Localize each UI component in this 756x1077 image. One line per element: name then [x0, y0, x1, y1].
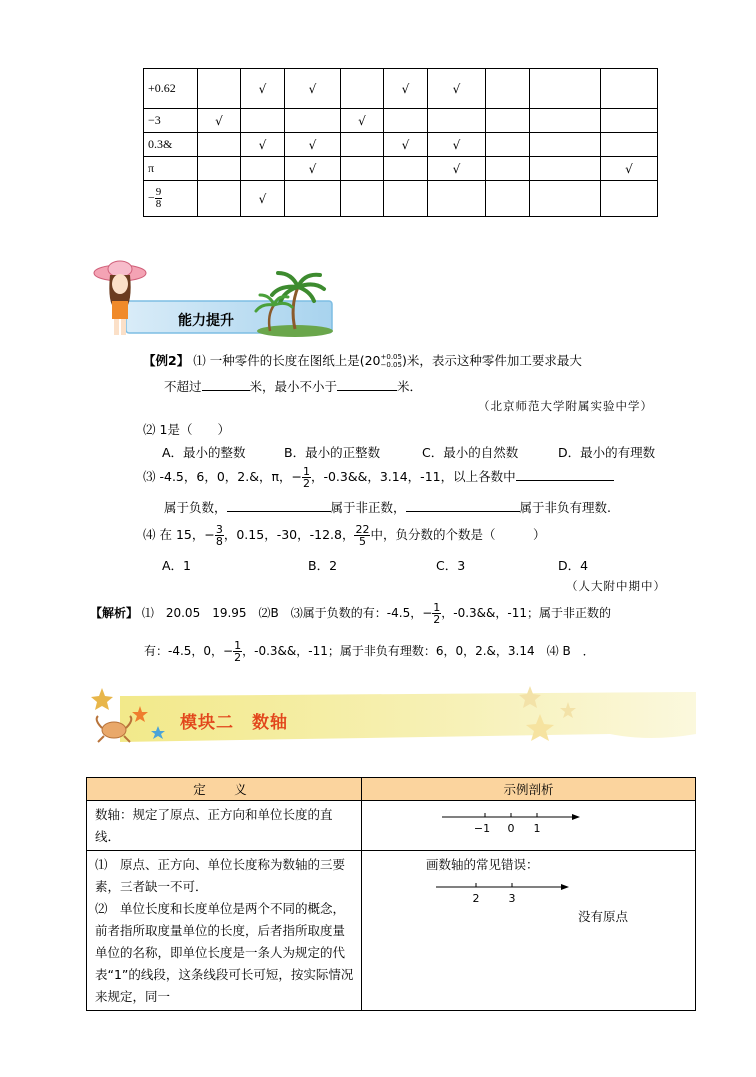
check-mark: √: [401, 137, 410, 152]
answer-blank[interactable]: [406, 499, 520, 512]
table-row: [144, 109, 658, 133]
question-number: ⑴: [193, 353, 206, 368]
classification-cell: [341, 109, 384, 133]
classification-cell: [428, 133, 486, 157]
ability-section-banner: [90, 257, 340, 339]
check-mark: √: [452, 137, 461, 152]
tick-label: 3: [508, 892, 516, 905]
classification-cell: [241, 69, 285, 109]
classification-cell: [530, 69, 601, 109]
answer-blank[interactable]: [337, 378, 397, 391]
source-note: （人大附中期中）: [566, 579, 666, 593]
note-1: ⑴ 原点、正方向、单位长度称为数轴的三要素，三者缺一不可．: [95, 857, 346, 894]
analysis-line1: [90, 602, 611, 625]
classification-cell: [601, 109, 658, 133]
classification-cell: [486, 157, 530, 181]
header-example: 示例剖析: [362, 778, 696, 801]
classification-cell: [341, 181, 384, 217]
classification-cell: [285, 181, 341, 217]
question-text: 米，表示这种零件加工要求最大: [406, 353, 582, 368]
classification-cell: [241, 157, 285, 181]
example-2-q1-line2: [164, 377, 422, 395]
module-two-banner: [90, 684, 696, 754]
classification-cell: [428, 69, 486, 109]
number-line-example: [362, 801, 696, 851]
common-errors-example: [362, 851, 696, 1011]
fraction: [302, 466, 311, 489]
classification-cell: [198, 69, 241, 109]
option-c[interactable]: C．最小的自然数: [422, 445, 519, 460]
option-a[interactable]: A．最小的整数: [162, 445, 246, 460]
example-2-q3-line2: [164, 498, 611, 516]
classification-cell: [384, 157, 428, 181]
example-2-q1-line1: [143, 351, 582, 369]
option-b[interactable]: B．2: [308, 558, 338, 573]
question-text: ，-0.3&&，3.14，-11，以上各数中: [310, 469, 516, 484]
analysis-text: ，-0.3&&，-11；属于非正数的: [441, 606, 611, 620]
denominator: 8: [155, 198, 162, 210]
check-mark: √: [358, 113, 366, 128]
classification-cell: [198, 181, 241, 217]
denominator: 2: [302, 477, 310, 490]
numerator: 1: [302, 465, 310, 478]
classification-cell: [285, 69, 341, 109]
question-number: ⑷: [143, 527, 156, 542]
number-cell: [144, 181, 198, 217]
table-row: [144, 69, 658, 109]
answer-blank[interactable]: [516, 468, 614, 481]
fraction: [233, 640, 242, 663]
check-mark: √: [452, 161, 461, 176]
classification-cell: [428, 157, 486, 181]
question-text: 一种零件的长度在图纸上是: [209, 353, 360, 368]
classification-cell: [486, 69, 530, 109]
source-note: （北京师范大学附属实验中学）: [478, 399, 653, 413]
classification-cell: [241, 133, 285, 157]
text: 属于非负有理数.: [519, 500, 612, 515]
text: 不超过: [164, 379, 202, 394]
definition-table: [86, 777, 696, 1011]
classification-cell: [601, 181, 658, 217]
denominator: 2: [433, 613, 441, 626]
check-mark: √: [625, 161, 633, 176]
classification-cell: [428, 109, 486, 133]
option-a[interactable]: A．1: [162, 558, 192, 573]
classification-cell: [530, 181, 601, 217]
fraction: [155, 187, 163, 210]
check-mark: √: [308, 81, 317, 96]
numerator: 3: [215, 523, 223, 536]
tick-label: 1: [533, 822, 541, 835]
wrong-number-line: [436, 879, 596, 909]
header-definition: 定 义: [87, 778, 362, 801]
numerator: 9: [155, 186, 162, 198]
analysis-tag: 【解析】: [90, 606, 139, 620]
question-number: ⑵: [143, 422, 156, 437]
classification-cell: [530, 133, 601, 157]
tolerance-expression: ( 20 +0.05 −0.05 ): [359, 352, 407, 369]
classification-cell: [486, 109, 530, 133]
answer-blank[interactable]: [202, 378, 250, 391]
table-row: [144, 133, 658, 157]
text: 米，最小不小于: [249, 379, 338, 394]
classification-cell: [530, 109, 601, 133]
number-line-definition: 数轴：规定了原点、正方向和单位长度的直线．: [87, 801, 362, 851]
classification-cell: [384, 133, 428, 157]
denominator: 5: [358, 535, 366, 548]
question-text: -4.5，6，0，2.&，π，−: [159, 469, 302, 484]
numerator: 1: [433, 601, 441, 614]
classification-cell: [384, 69, 428, 109]
text: 米．: [397, 379, 423, 394]
classification-cell: [285, 109, 341, 133]
question-text: 1是（ ）: [159, 422, 230, 437]
analysis-line2: [144, 640, 595, 663]
analysis-text: 有：-4.5，0，−: [144, 644, 234, 658]
check-mark: √: [308, 161, 317, 176]
section-title: 能力提升: [178, 313, 234, 329]
table-row: [144, 181, 658, 217]
example-2-q4: [143, 524, 545, 547]
classification-cell: [601, 157, 658, 181]
text: 属于负数，: [164, 500, 227, 515]
classification-cell: [241, 109, 285, 133]
tick-label: 0: [507, 822, 515, 835]
classification-cell: [486, 133, 530, 157]
check-mark: √: [258, 81, 267, 96]
expr-base: 20: [364, 353, 381, 368]
fraction: [215, 524, 224, 547]
classification-cell: [486, 181, 530, 217]
question-text: ，0.15，-30，-12.8，: [223, 527, 355, 542]
fraction: [432, 602, 441, 625]
denominator: 2: [234, 651, 242, 664]
tick-label: −1: [473, 822, 491, 835]
number-line: [442, 809, 642, 839]
classification-cell: [601, 133, 658, 157]
classification-cell: [198, 157, 241, 181]
answer-blank[interactable]: [227, 499, 331, 512]
denominator: 8: [215, 535, 223, 548]
number-classification-table: [143, 68, 658, 217]
option-c[interactable]: C．3: [436, 558, 466, 573]
classification-cell: [341, 133, 384, 157]
example-2-q3-line1: [143, 466, 614, 489]
number-cell: +0.62: [144, 69, 198, 109]
table-row: [144, 157, 658, 181]
check-mark: √: [452, 81, 461, 96]
classification-cell: [198, 133, 241, 157]
example-2-q2: [143, 420, 230, 438]
classification-cell: [428, 181, 486, 217]
classification-cell: [198, 109, 241, 133]
question-number: ⑶: [143, 469, 156, 484]
tick-label: 2: [472, 892, 480, 905]
example-tag: 【例2】: [143, 353, 190, 368]
classification-cell: [384, 181, 428, 217]
analysis-text: ，-0.3&&，-11；属于非负有理数：6，0，2.&，3.14 ⑷ B ．: [242, 644, 595, 658]
check-mark: √: [258, 137, 267, 152]
number-cell: 0.3&: [144, 133, 198, 157]
classification-cell: [384, 109, 428, 133]
classification-cell: [341, 157, 384, 181]
analysis-text: ⑴ 20.05 19.95 ⑵B ⑶属于负数的有：-4.5，−: [141, 606, 433, 620]
classification-cell: [530, 157, 601, 181]
check-mark: √: [308, 137, 317, 152]
sign: −: [148, 190, 155, 205]
check-mark: √: [258, 191, 267, 206]
numerator: 22: [355, 523, 370, 536]
errors-title: 画数轴的常见错误：: [426, 857, 539, 872]
classification-cell: [241, 181, 285, 217]
option-b[interactable]: B．最小的正整数: [284, 445, 381, 460]
classification-cell: [285, 133, 341, 157]
fraction: [354, 524, 370, 547]
text: 属于非正数，: [330, 500, 406, 515]
question-text: 在 15，−: [159, 527, 215, 542]
expr-sup: +0.05: [380, 352, 402, 361]
question-text: 中，负分数的个数是（ ）: [370, 527, 546, 542]
classification-cell: [341, 69, 384, 109]
note-2: ⑵ 单位长度和长度单位是两个不同的概念，前者指所取度量单位的长度，后者指所取度量单位的名称，即单位长度是一条人为规定的代表“1”的线段，这条线段可长可短，按实际情况来规定，同一: [95, 901, 354, 1004]
option-d[interactable]: D．4: [558, 558, 589, 573]
classification-cell: [601, 69, 658, 109]
check-mark: √: [215, 113, 223, 128]
option-d[interactable]: D．最小的有理数: [558, 445, 656, 460]
module-title: 模块二 数轴: [180, 713, 288, 733]
classification-cell: [285, 157, 341, 181]
error-note: 没有原点: [578, 909, 629, 924]
number-line-notes: [87, 851, 362, 1011]
numerator: 1: [234, 639, 242, 652]
number-cell: π: [144, 157, 198, 181]
number-cell: −3: [144, 109, 198, 133]
expr-sub: −0.05: [380, 360, 402, 369]
check-mark: √: [401, 81, 410, 96]
